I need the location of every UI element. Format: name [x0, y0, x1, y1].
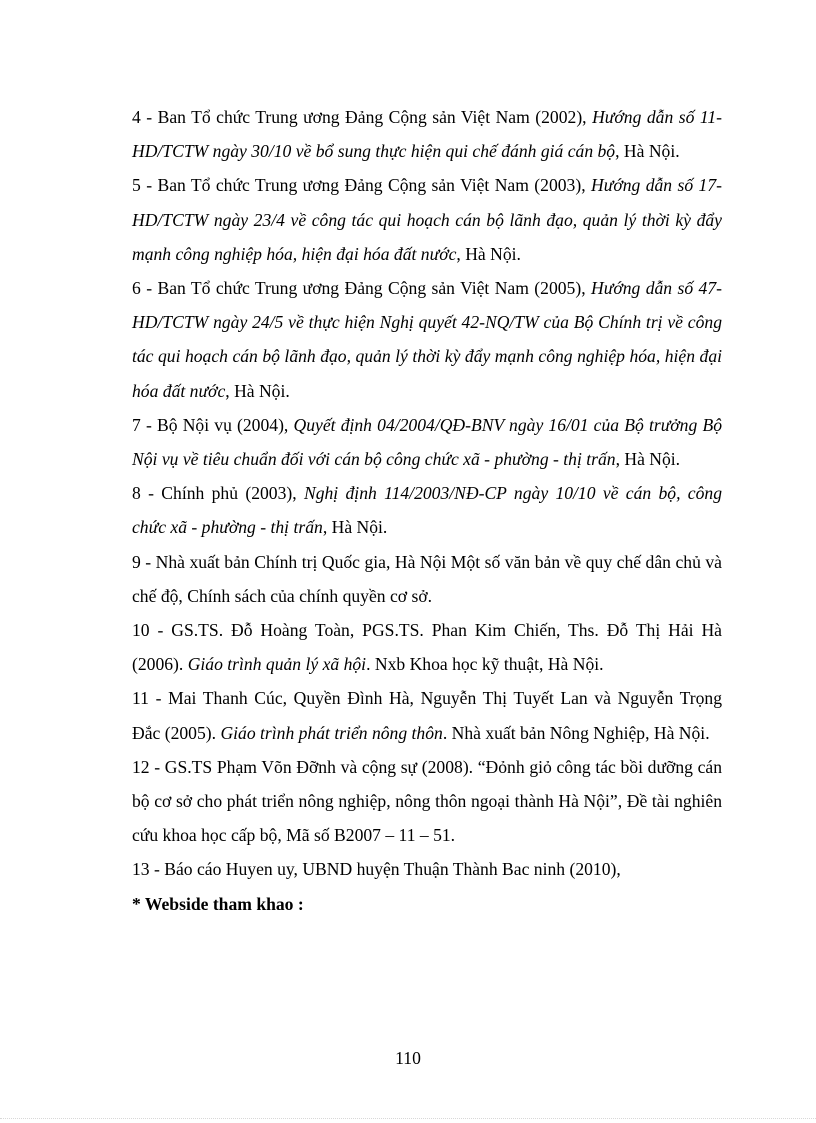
reference-title: Hướng dẫn số 47- HD/TCTW ngày 24/5 về thực hiện Nghị quyết 42-NQ/TW của Bộ Chính trị về công tác qui hoạch cán bộ lãnh đạo, quản lý thời kỳ đẩy mạnh công nghiệp hóa, hiện đại hóa đất nước — [132, 278, 722, 401]
reference-item-11: 11 - Mai Thanh Cúc, Quyền Đình Hà, Nguyễn Thị Tuyết Lan và Nguyễn Trọng Đắc (2005). Giáo trình phát triển nông thôn. Nhà xuất bản Nông Nghiệp, Hà Nội. — [132, 688, 722, 743]
reference-item-8: 8 - Chính phủ (2003), Nghị định 114/2003/NĐ-CP ngày 10/10 về cán bộ, công chức xã - phường - thị trấn, Hà Nội. — [132, 483, 723, 538]
reference-item-5: 5 - Ban Tổ chức Trung ương Đảng Cộng sản Việt Nam (2003), Hướng dẫn số 17-HD/TCTW ngày 23/4 về công tác qui hoạch cán bộ lãnh đạo, quản lý thời kỳ đẩy mạnh công nghiệp hóa, hiện đại hóa đất nước, Hà Nội. — [132, 175, 722, 264]
reference-item-12: 12 - GS.TS Phạm Võn Đỡnh và cộng sự (2008). “Đỏnh giỏ công tác bồi dưỡng cán bộ cơ sở cho phát triển nông nghiệp, nông thôn ngoại thành Hà Nội”, Đề tài nghiên cứu khoa học cấp bộ, Mã số B2007 – 11 – 51. — [132, 756, 722, 846]
page-bottom-divider — [0, 1118, 816, 1119]
website-heading: * Webside tham khao : — [132, 893, 304, 914]
reference-item-9: 9 - Nhà xuất bản Chính trị Quốc gia, Hà Nội Một số văn bản về quy chế dân chủ và chế độ, Chính sách của chính quyền cơ sở. — [132, 551, 722, 606]
reference-item-6: 6 - Ban Tổ chức Trung ương Đảng Cộng sản Việt Nam (2005), Hướng dẫn số 47- HD/TCTW ngày 24/5 về thực hiện Nghị quyết 42-NQ/TW của Bộ Chính trị về công tác qui hoạch cán bộ lãnh đạo, quản lý thời kỳ đẩy mạnh công nghiệp hóa, hiện đại hóa đất nước, Hà Nội. — [132, 278, 722, 401]
page-number: 110 — [395, 1048, 421, 1068]
reference-item-13: 13 - Báo cáo Huyen uy, UBND huyện Thuận Thành Bac ninh (2010), — [132, 859, 621, 880]
reference-title: Hướng dẫn số 17-HD/TCTW ngày 23/4 về công tác qui hoạch cán bộ lãnh đạo, quản lý thời kỳ đẩy mạnh công nghiệp hóa, hiện đại hóa đất nước — [132, 175, 722, 264]
reference-title: Hướng dẫn số 11-HD/TCTW ngày 30/10 về bổ sung thực hiện qui chế đánh giá cán bộ — [132, 107, 722, 162]
reference-title: Giáo trình quản lý xã hội — [187, 654, 367, 675]
reference-title: Giáo trình phát triển nông thôn — [220, 722, 443, 743]
reference-list — [132, 100, 722, 921]
reference-title: Nghị định 114/2003/NĐ-CP ngày 10/10 về cán bộ, công chức xã - phường - thị trấn — [132, 483, 723, 538]
reference-title: Quyết định 04/2004/QĐ-BNV ngày 16/01 của Bộ trưởng Bộ Nội vụ về tiêu chuẩn đối với cán bộ công chức xã - phường - thị trấn — [132, 414, 722, 470]
reference-item-4: 4 - Ban Tổ chức Trung ương Đảng Cộng sản Việt Nam (2002), Hướng dẫn số 11-HD/TCTW ngày 30/10 về bổ sung thực hiện qui chế đánh giá cán bộ, Hà Nội. — [132, 107, 722, 162]
reference-item-10: 10 - GS.TS. Đỗ Hoàng Toàn, PGS.TS. Phan Kim Chiến, Ths. Đỗ Thị Hải Hà (2006). Giáo trình quản lý xã hội. Nxb Khoa học kỹ thuật, Hà Nội. — [132, 620, 722, 675]
reference-item-7: 7 - Bộ Nội vụ (2004), Quyết định 04/2004/QĐ-BNV ngày 16/01 của Bộ trưởng Bộ Nội vụ về tiêu chuẩn đối với cán bộ công chức xã - phường - thị trấn, Hà Nội. — [132, 414, 722, 470]
